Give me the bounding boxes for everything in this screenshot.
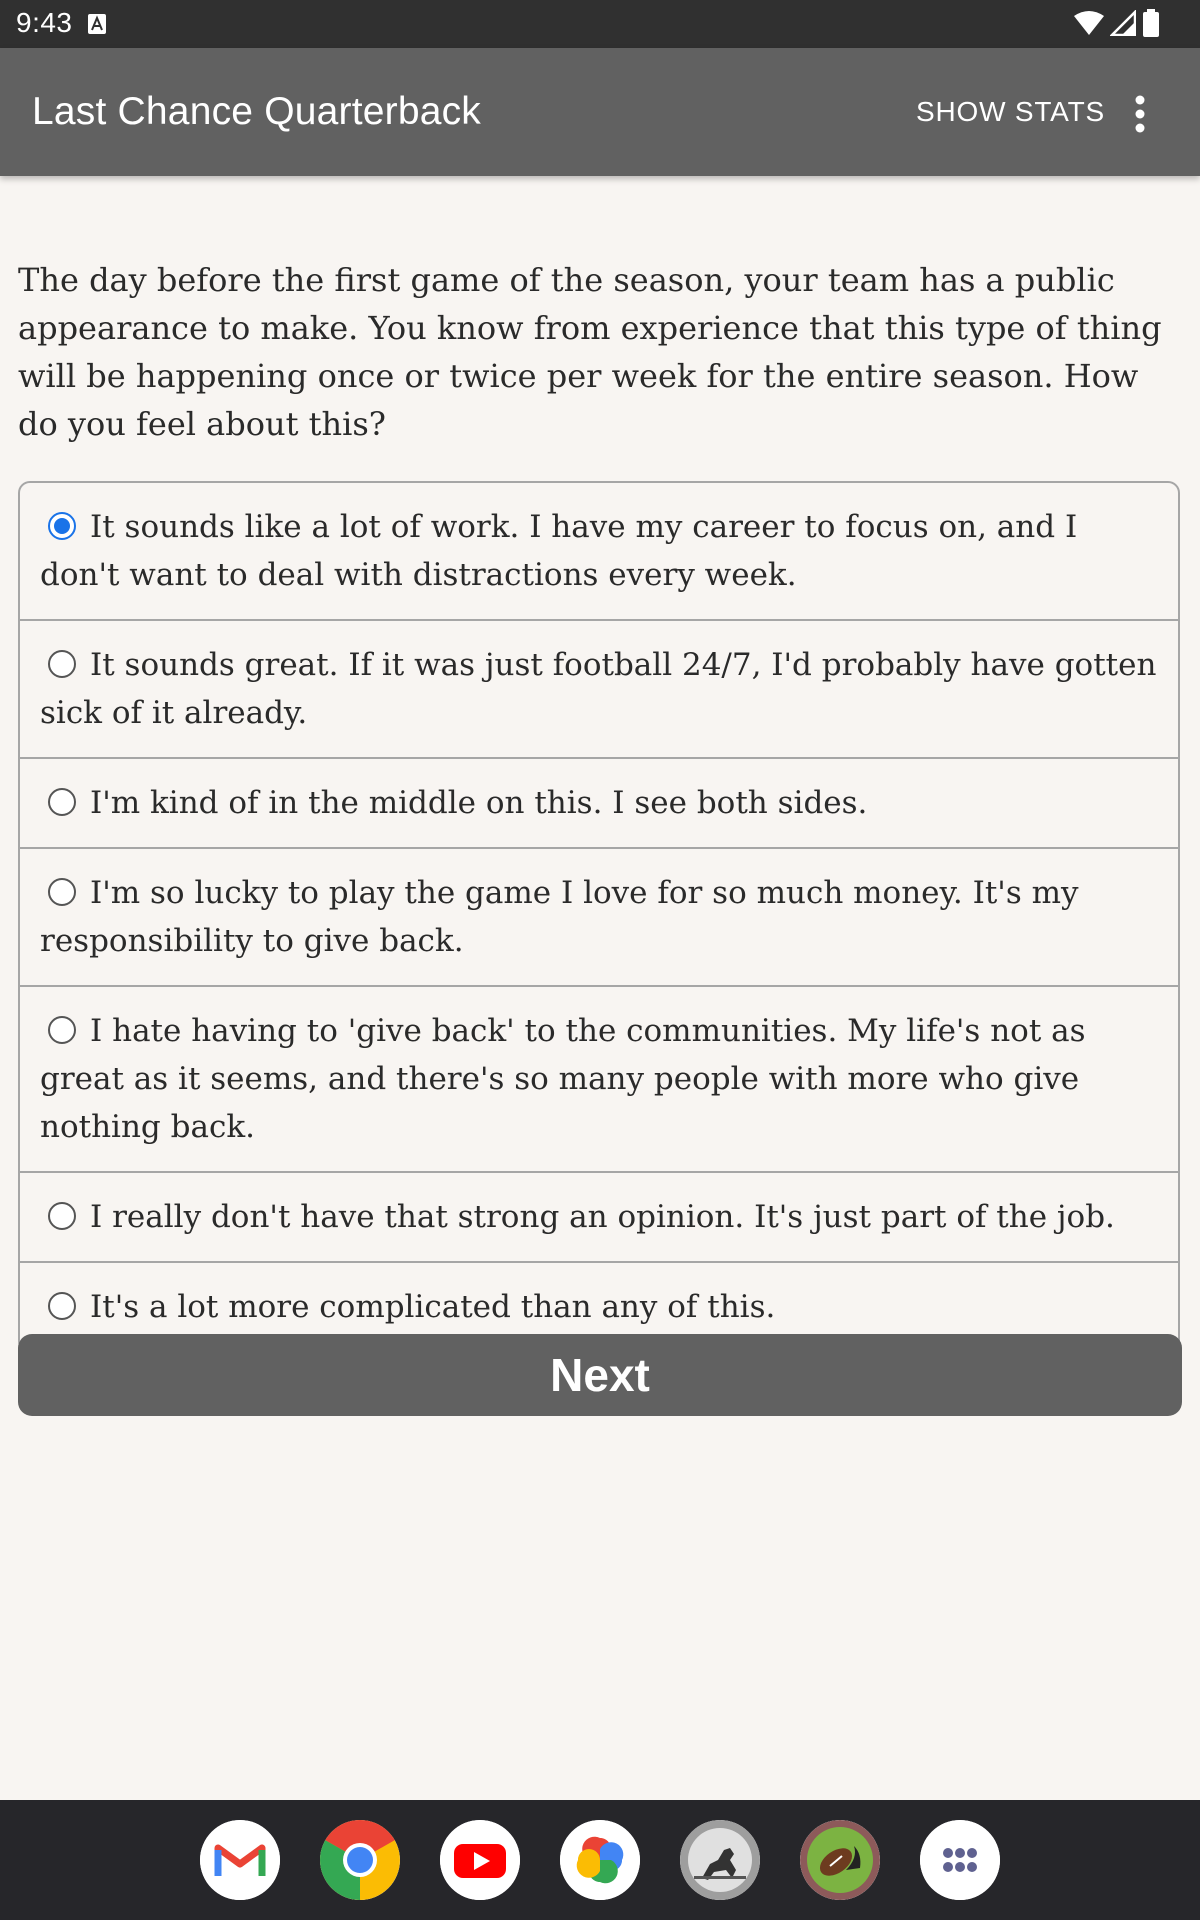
choice-option[interactable] — [20, 759, 1178, 849]
radio-icon[interactable] — [48, 788, 76, 816]
status-bar — [0, 0, 1200, 48]
radio-icon[interactable] — [48, 1292, 76, 1320]
choice-label: I'm kind of in the middle on this. I see both sides. — [90, 785, 868, 821]
choice-option[interactable] — [20, 1173, 1178, 1263]
status-icons — [1074, 10, 1160, 40]
radio-icon[interactable] — [48, 1016, 76, 1044]
radio-icon[interactable] — [48, 650, 76, 678]
app-title: Last Chance Quarterback — [32, 90, 482, 133]
app-drawer-icon[interactable] — [920, 1820, 1000, 1900]
notification-a-icon — [88, 14, 106, 34]
more-vert-icon[interactable] — [1120, 92, 1160, 136]
next-button-label: Next — [550, 1349, 650, 1401]
youtube-icon[interactable] — [440, 1820, 520, 1900]
signal-icon — [1110, 10, 1136, 41]
choice-option[interactable] — [20, 483, 1178, 621]
choice-option[interactable] — [20, 621, 1178, 759]
question-text: The day before the first game of the season, your team has a public appearance to make. You know from experience that this type of thing will be happening once or twice per week for the entire season. How do you feel about this? — [18, 261, 1162, 443]
football-app-icon[interactable] — [800, 1820, 880, 1900]
gmail-icon[interactable] — [200, 1820, 280, 1900]
chrome-icon[interactable] — [320, 1820, 400, 1900]
choice-label: I really don't have that strong an opinion. It's just part of the job. — [90, 1199, 1115, 1235]
choice-label: It sounds great. If it was just football 24/7, I'd probably have gotten sick of it already. — [40, 647, 1157, 731]
horse-app-icon[interactable] — [680, 1820, 760, 1900]
wifi-icon — [1074, 10, 1104, 41]
choice-option[interactable] — [20, 849, 1178, 987]
choice-label: It sounds like a lot of work. I have my career to focus on, and I don't want to deal with distractions every week. — [40, 509, 1078, 593]
radio-icon[interactable] — [48, 1202, 76, 1230]
show-stats-button[interactable]: SHOW STATS — [916, 96, 1105, 127]
radio-icon[interactable] — [48, 878, 76, 906]
battery-icon — [1142, 9, 1160, 42]
choice-label: I hate having to 'give back' to the communities. My life's not as great as it seems, and there's so many people with more who give nothing back. — [40, 1013, 1086, 1145]
choice-list — [18, 481, 1180, 1353]
app-bar — [0, 48, 1200, 176]
app-dock — [0, 1800, 1200, 1920]
choice-option[interactable] — [20, 987, 1178, 1173]
status-time: 9:43 — [16, 7, 73, 38]
choice-label: It's a lot more complicated than any of this. — [90, 1289, 776, 1325]
next-button[interactable] — [18, 1334, 1182, 1416]
radio-selected-icon[interactable] — [48, 512, 76, 540]
photos-icon[interactable] — [560, 1820, 640, 1900]
choice-label: I'm so lucky to play the game I love for so much money. It's my responsibility to give back. — [40, 875, 1079, 959]
